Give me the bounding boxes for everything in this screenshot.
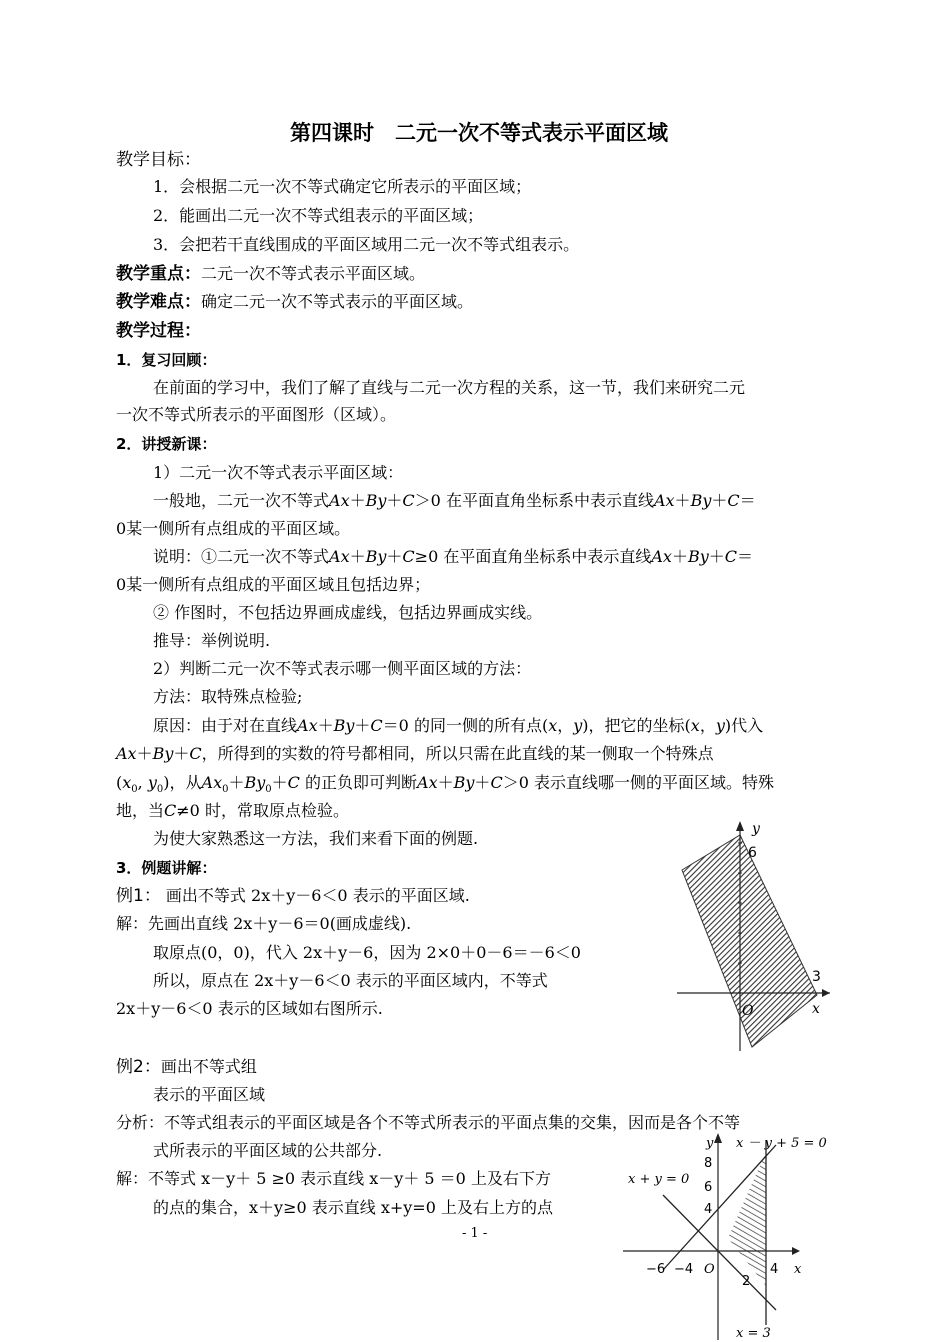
example-1-solution-2: 取原点(0，0)，代入 2x＋y－6，因为 2×0＋0－6＝－6＜0 xyxy=(153,943,581,962)
key-point-text: 二元一次不等式表示平面区域。 xyxy=(201,264,426,283)
example-1-label: 例1： xyxy=(116,886,161,906)
example-2-text: 画出不等式组 xyxy=(160,1057,257,1076)
fig2-tick-x-2: 2 xyxy=(742,1274,751,1289)
method: 方法：取特殊点检验; xyxy=(153,687,303,706)
fig1-origin: O xyxy=(742,1003,754,1019)
difficulty-label: 教学难点： xyxy=(116,292,201,312)
fig2-y-label: y xyxy=(706,1136,714,1151)
review-line-1: 在前面的学习中，我们了解了直线与二元一次方程的关系，这一节，我们来研究二元 xyxy=(153,378,746,397)
example-2-analysis-1: 分析：不等式组表示的平面区域是各个不等式所表示的平面点集的交集，因而是各个不等 xyxy=(116,1113,741,1132)
note-1-a: 说明：①二元一次不等式 xyxy=(153,547,330,566)
fig2-line1-label: x － y + 5 = 0 xyxy=(736,1136,827,1151)
fig1-tick-y: 6 xyxy=(748,845,757,861)
general-statement-a: 一般地，二元一次不等式 xyxy=(153,491,330,510)
fig2-x-label: x xyxy=(794,1262,802,1277)
note-1-b: 在平面直角坐标系中表示直线 xyxy=(443,547,652,566)
section-1-heading: 1．复习回顾： xyxy=(116,351,217,369)
fig2-tick-8: 8 xyxy=(704,1156,713,1171)
derivation: 推导：举例说明. xyxy=(153,631,271,650)
subsection-1: 1）二元一次不等式表示平面区域： xyxy=(153,463,404,482)
example-2-text-2: 表示的平面区域 xyxy=(153,1085,266,1104)
objective-3: 3．会把若干直线围成的平面区域用二元一次不等式组表示。 xyxy=(153,235,580,254)
reason-line-2: Ax＋By＋C，所得到的实数的符号都相同，所以只需在此直线的某一侧取一个特殊点 xyxy=(116,744,714,763)
fig2-tick-x-neg4: −4 xyxy=(674,1262,694,1277)
example-1-solution-4: 2x＋y－6＜0 表示的区域如右图所示. xyxy=(116,999,383,1018)
page-title: 第四课时 二元一次不等式表示平面区域 xyxy=(290,121,668,145)
review-line-2: 一次不等式所表示的平面图形（区域）。 xyxy=(116,405,397,424)
example-2-solution-1: 解：不等式 x－y＋ 5 ≥0 表示直线 x－y＋ 5 ＝0 上及右下方 xyxy=(116,1169,551,1188)
key-point-label: 教学重点： xyxy=(116,264,201,284)
section-2-heading: 2．讲授新课： xyxy=(116,435,217,453)
objective-1: 1．会根据二元一次不等式确定它所表示的平面区域； xyxy=(153,177,532,196)
general-statement-line-2: 0某一侧所有点组成的平面区域。 xyxy=(116,519,351,538)
reason-d: )代入 xyxy=(724,716,764,735)
reason-b: 的同一侧的所有点( xyxy=(413,716,549,735)
reason-line-3: ($x_0$, $y_0$)，从$Ax_0+By_0+C$ 的正负即可判断Ax＋By＋C＞0 表示直线哪一侧的平面区域。特殊 xyxy=(116,773,774,796)
objectives-heading: 教学目标： xyxy=(116,150,201,170)
fig1-tick-x: 3 xyxy=(812,969,821,985)
y-axis-arrow-icon xyxy=(736,821,744,831)
example-1-text: 画出不等式 2x＋y－6＜0 表示的平面区域. xyxy=(165,886,470,905)
y-axis-arrow-icon xyxy=(714,1133,722,1143)
familiarize: 为使大家熟悉这一方法，我们来看下面的例题. xyxy=(153,829,479,848)
reason-c: )，把它的坐标( xyxy=(582,716,691,735)
page-number: - 1 - xyxy=(462,1226,488,1241)
note-2: ② 作图时，不包括边界画成虚线，包括边界画成实线。 xyxy=(153,603,543,622)
fig2-tick-x-4: 4 xyxy=(770,1262,779,1277)
difficulty-text: 确定二元一次不等式表示的平面区域。 xyxy=(201,292,474,311)
example-1-solution-3: 所以，原点在 2x＋y－6＜0 表示的平面区域内，不等式 xyxy=(153,971,548,990)
figure-example-1 xyxy=(672,815,837,1055)
example-1-solution-1: 解：先画出直线 2x＋y－6＝0(画成虚线). xyxy=(116,914,412,933)
example-2-solution-2: 的点的集合，x＋y≥0 表示直线 x+y=0 上及右上方的点 xyxy=(153,1198,553,1217)
key-point xyxy=(116,264,425,284)
process-heading: 教学过程： xyxy=(116,321,201,341)
example-1 xyxy=(116,886,470,906)
objective-2: 2．能画出二元一次不等式组表示的平面区域； xyxy=(153,206,484,225)
reason-line-4: 地，当C≠0 时，常取原点检验。 xyxy=(116,801,349,820)
x-axis-arrow-icon xyxy=(822,989,830,997)
note-1-line-2: 0某一侧所有点组成的平面区域且包括边界； xyxy=(116,575,431,594)
reason-l2: ，所得到的实数的符号都相同，所以只需在此直线的某一侧取一个特殊点 xyxy=(201,744,714,763)
general-statement: 一般地，二元一次不等式Ax＋By＋C＞0 在平面直角坐标系中表示直线Ax＋By＋C＝ xyxy=(153,491,756,510)
reason-l3a: ，从 xyxy=(169,773,202,792)
note-1: 说明：①二元一次不等式Ax＋By＋C≥0 在平面直角坐标系中表示直线Ax＋By＋C＝ xyxy=(153,547,754,566)
example-2-analysis-2: 式所表示的平面区域的公共部分. xyxy=(153,1141,383,1160)
reason-l4a: 地，当 xyxy=(116,801,165,820)
x-axis-arrow-icon xyxy=(792,1247,800,1255)
fig2-tick-x-neg6: −6 xyxy=(646,1262,666,1277)
fig1-y-label: y xyxy=(752,821,760,837)
reason-a: 原因：由于对在直线 xyxy=(153,716,298,735)
example-2-label: 例2： xyxy=(116,1057,161,1077)
subsection-2: 2）判断二元一次不等式表示哪一侧平面区域的方法： xyxy=(153,659,532,678)
general-statement-b: 在平面直角坐标系中表示直线 xyxy=(445,491,654,510)
example-2 xyxy=(116,1057,257,1077)
fig2-origin: O xyxy=(704,1262,715,1277)
fig2-line2-label: x + y = 0 xyxy=(628,1172,690,1187)
fig1-x-label: x xyxy=(812,1001,820,1017)
reason-l3b: 的正负即可判断 xyxy=(305,773,418,792)
reason-l3c: 表示直线哪一侧的平面区域。特殊 xyxy=(533,773,774,792)
reason-l4b: 时，常取原点检验。 xyxy=(204,801,349,820)
section-3-heading: 3．例题讲解： xyxy=(116,859,217,877)
reason-line-1: 原因：由于对在直线Ax＋By＋C＝0 的同一侧的所有点(x，y)，把它的坐标(x，y)代入 xyxy=(153,716,764,735)
shaded-region xyxy=(728,1152,766,1286)
fig2-line3-label: x = 3 xyxy=(736,1326,771,1341)
fig2-tick-6: 6 xyxy=(704,1180,713,1195)
figure-example-2 xyxy=(618,1125,848,1342)
difficulty xyxy=(116,292,473,312)
fig2-tick-4: 4 xyxy=(704,1202,713,1217)
